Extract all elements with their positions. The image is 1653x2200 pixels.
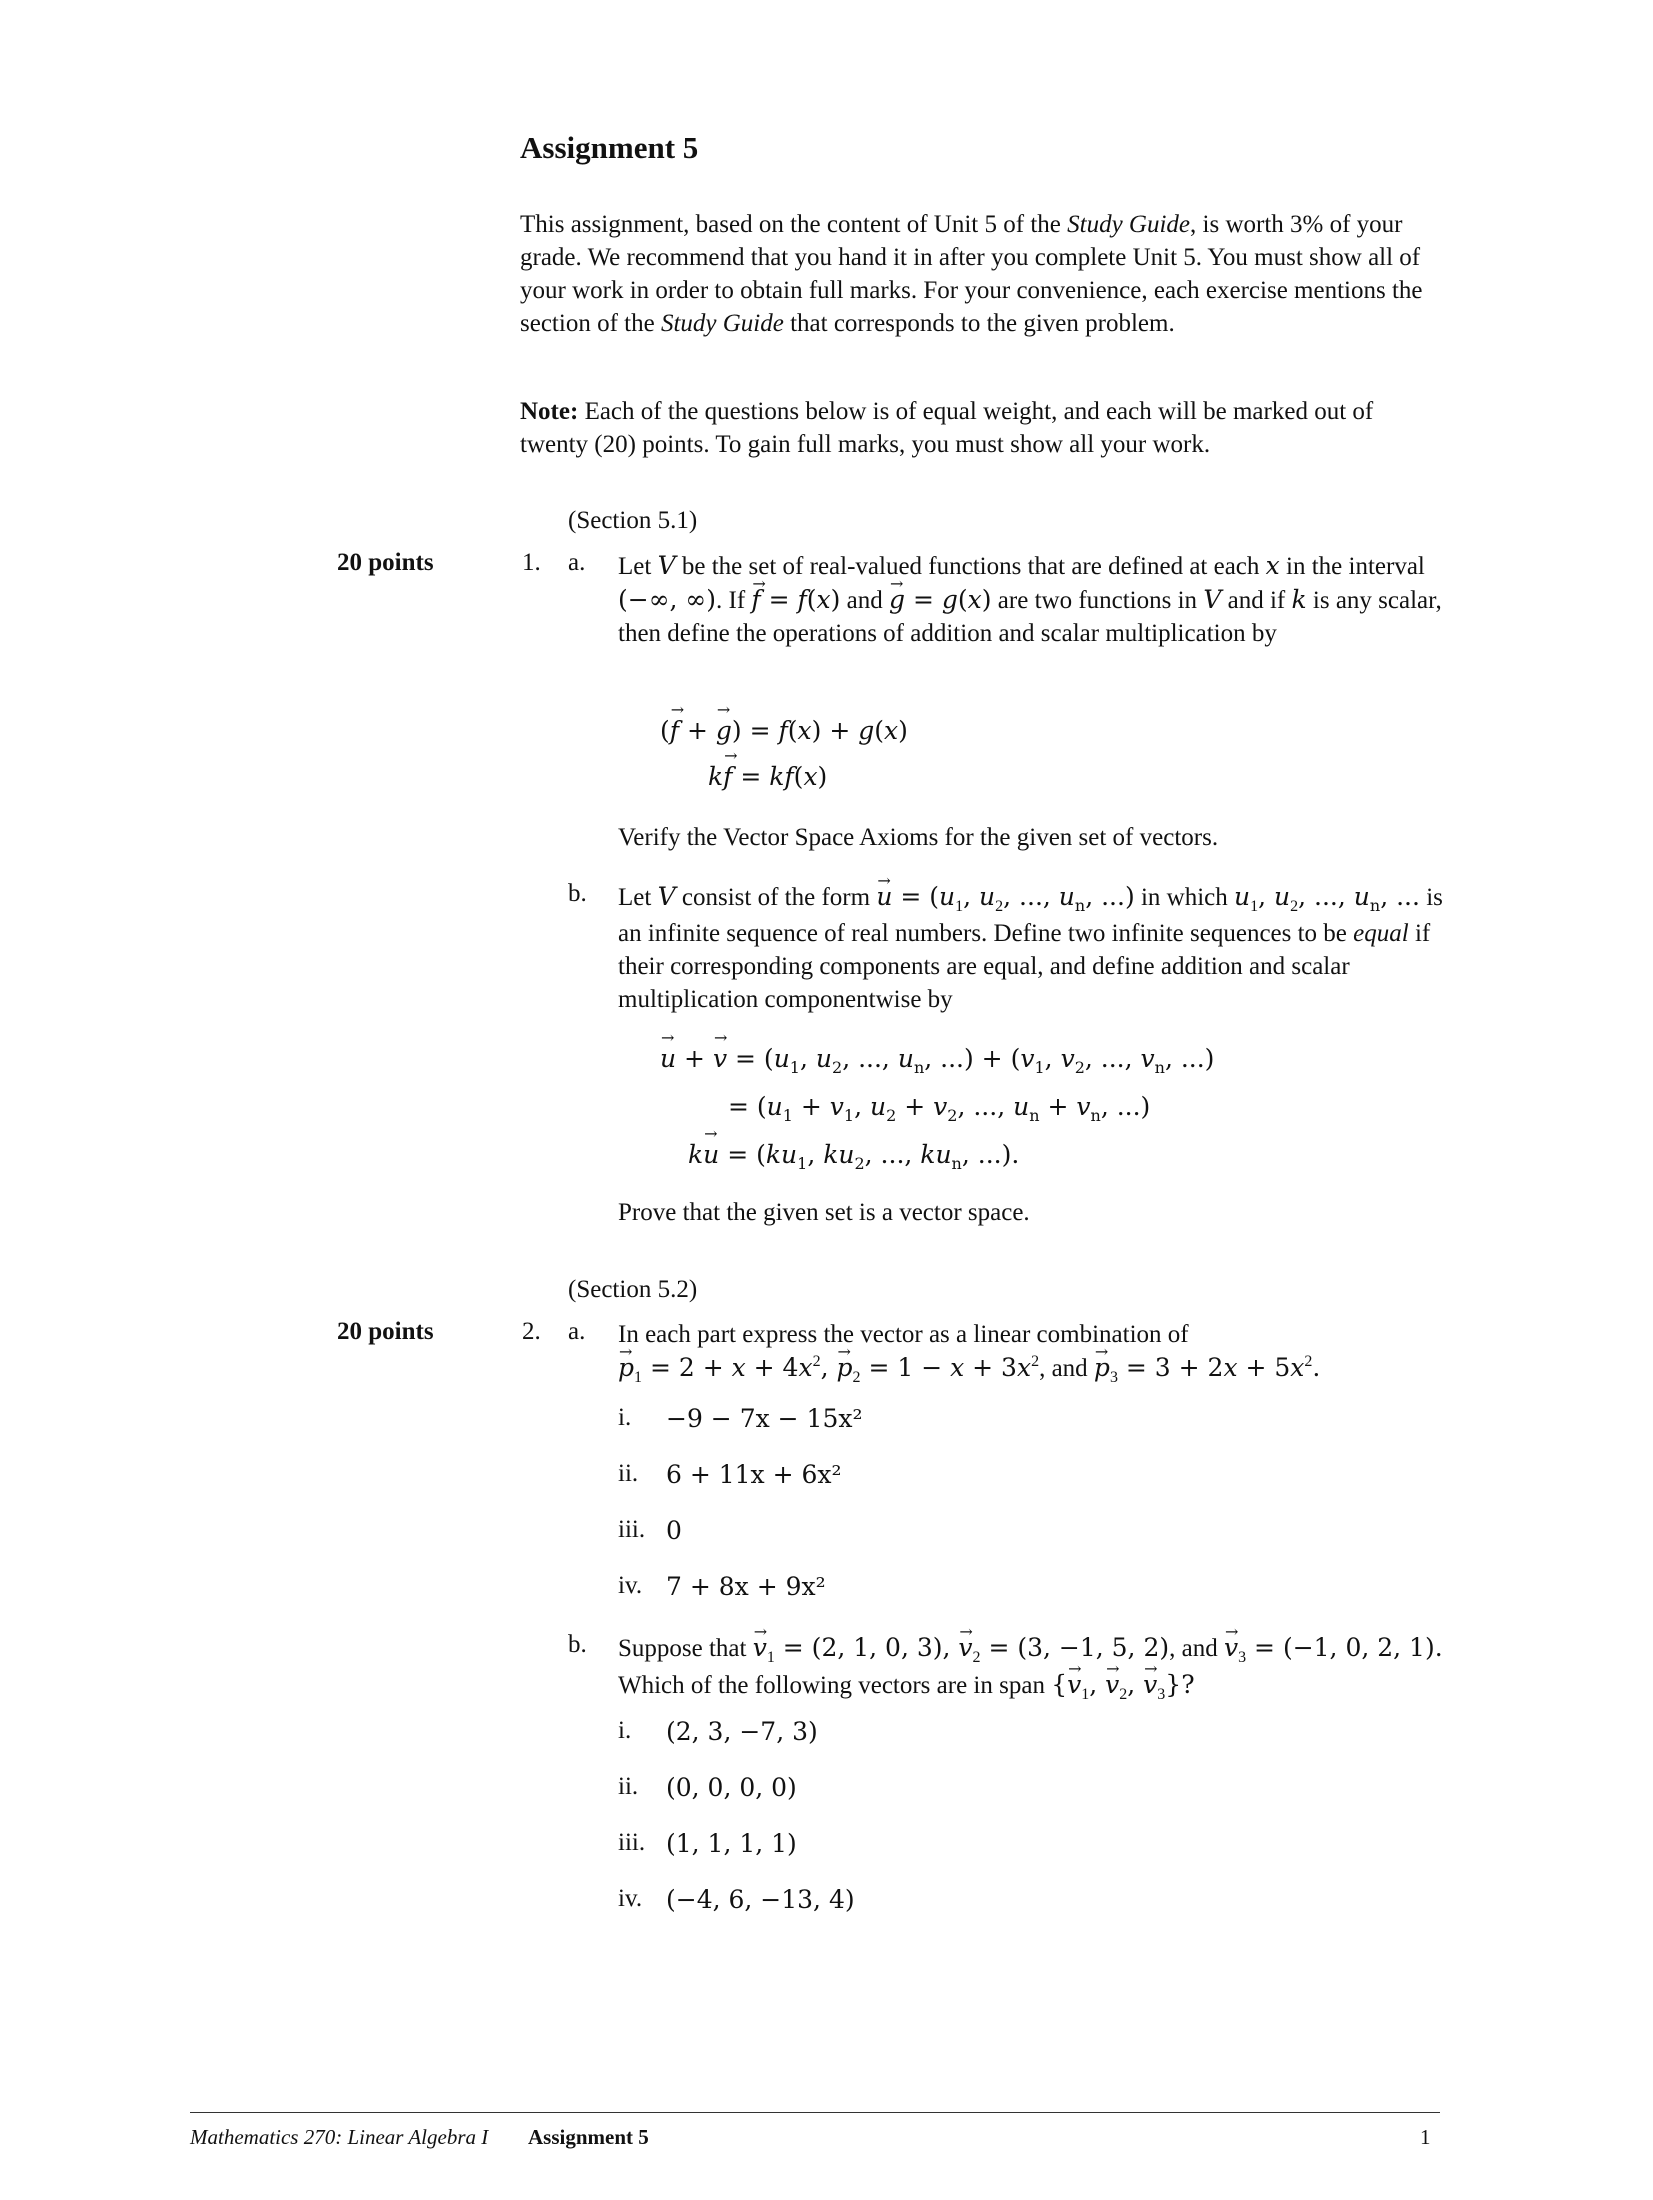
footer-course: Mathematics 270: Linear Algebra I	[190, 2125, 489, 2149]
q1-equation-add-1: → u + → $v = (u_1$, $u_2$, ..., $u_n$, ...) + ($v_1$, $v_2$, ..., $v_n$, ...)	[660, 1044, 1214, 1073]
study-guide-title: Study Guide	[660, 310, 784, 337]
page-title: Assignment 5	[520, 130, 699, 165]
q1-section: (Section 5.1)	[568, 507, 698, 534]
q2-points: 20 points	[337, 1318, 434, 1345]
q2-a-item-label: ii.	[618, 1460, 639, 1487]
q2-a-item-value: 6 + 11x + 6x²	[666, 1460, 842, 1489]
q1-part-b-label: b.	[568, 880, 587, 907]
q2-part-a-text: In each part express the vector as a linear combination of → $p_1 = 2 + x + 4x^2$, → $p_2 = 1 - x + 3x^2$, and → $p_3 = 3 + 2x + 5x^2$.	[618, 1318, 1448, 1388]
q2-b-item-value: (0, 0, 0, 0)	[666, 1773, 797, 1802]
q2-a-item-value: 0	[666, 1516, 682, 1545]
q2-part-b-text: Suppose that → $v_1 = (2$, 1, 0, 3), → $v_2 = (3$, −1, 5, 2), and → $v_3 = (-1$, 0, 2, 1). Which of the following vectors are in span {→ $v_1$, → $v_2$, → $v_3$}?	[618, 1631, 1448, 1705]
intro-text: that corresponds to the given problem.	[783, 310, 1175, 337]
q2-b-item-value: (−4, 6, −13, 4)	[666, 1885, 855, 1914]
q2-b-item-label: ii.	[618, 1773, 639, 1800]
q1-part-a-verify: Verify the Vector Space Axioms for the given set of vectors.	[618, 824, 1219, 851]
q1-part-a-label: a.	[568, 549, 586, 576]
footer-divider	[190, 2112, 1440, 2113]
footer-assignment: Assignment 5	[528, 2125, 649, 2149]
intro-paragraph	[520, 208, 1440, 340]
note-text: Each of the questions below is of equal weight, and each will be marked out of twenty (20) points. To gain full marks, you must show all your work.	[520, 398, 1374, 458]
q2-b-item-label: iii.	[618, 1829, 646, 1856]
q1-points: 20 points	[337, 549, 434, 576]
q2-b-item-label: i.	[618, 1717, 632, 1744]
q2-a-item-value: −9 − 7x − 15x²	[666, 1404, 863, 1433]
study-guide-title: Study Guide	[1067, 211, 1191, 238]
intro-text: , is worth 3% of your grade. We recommend that you hand it in after you complete Unit 5. You must show all of your work in order to obtain full marks. For your convenience, each exercise mentions the section of the	[520, 211, 1423, 337]
q1-number: 1.	[522, 549, 541, 576]
q2-part-a-label: a.	[568, 1318, 586, 1345]
q2-a-item-label: iii.	[618, 1516, 646, 1543]
q1-part-b-text: Let V consist of the form → $u = (u_1$, $u_2$, ..., $u_n$, ...) in which $u_1$, $u_2$, ..., $u_n$, ... is an infinite sequence of real numbers. Define two infinite sequences to be equal if their corresponding components are equal, and define addition and scalar multiplication componentwise by	[618, 880, 1448, 1016]
q1-part-b-prove: Prove that the given set is a vector space.	[618, 1199, 1030, 1226]
q2-a-item-value: 7 + 8x + 9x²	[666, 1572, 826, 1601]
q2-a-item-label: iv.	[618, 1572, 643, 1599]
q1-equation-scalar-b: $k\to u = (ku_1$, $ku_2$, ..., $ku_n$, ...).	[688, 1140, 1019, 1169]
q2-b-item-label: iv.	[618, 1885, 643, 1912]
note-paragraph	[520, 395, 1440, 461]
q2-section: (Section 5.2)	[568, 1276, 698, 1303]
q1-equation-add-2: = ($u_1 + v_1$, $u_2 + v_2$, ..., $u_n + v_n$, ...)	[728, 1092, 1151, 1125]
q2-a-item-label: i.	[618, 1404, 632, 1431]
q2-number: 2.	[522, 1318, 541, 1345]
note-label: Note:	[520, 398, 579, 425]
q1-equation-scalar: k→ f = kf(x)	[708, 762, 827, 791]
q1-part-a-text: Let V be the set of real-valued functions that are defined at each x in the interval (−∞, ∞). If → f = f(x) and → g = g(x) are two functions in V and if k is any scalar, then define the operations of addition and scalar multiplication by	[618, 549, 1448, 650]
footer-page-number: 1	[1420, 2125, 1431, 2149]
q2-b-item-value: (2, 3, −7, 3)	[666, 1717, 818, 1746]
intro-text: This assignment, based on the content of Unit 5 of the	[520, 211, 1068, 238]
q1-equation-sum: (→ f + → g) = f(x) + g(x)	[660, 716, 908, 745]
q2-b-item-value: (1, 1, 1, 1)	[666, 1829, 797, 1858]
q2-part-b-label: b.	[568, 1631, 587, 1658]
